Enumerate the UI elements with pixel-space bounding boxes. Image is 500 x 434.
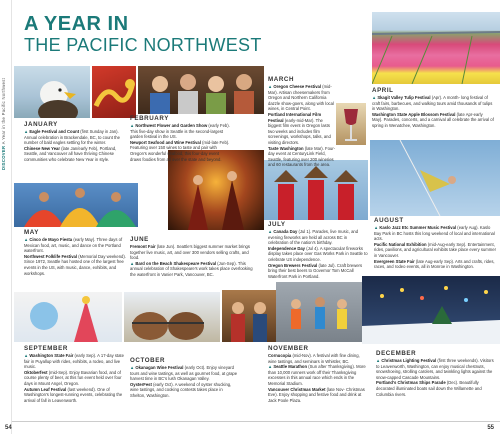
event-name: Seattle Marathon [273,364,308,370]
tulip-rows [372,12,500,84]
event-name: Northwest Folklife Festival [24,253,78,259]
sidebar [0,0,12,434]
photo-chinese-new-year [92,66,136,118]
photo-seattle-marathon [276,282,362,342]
event-name: Vancouver Christmas Market [268,386,326,392]
event-name: Washington State Fair [29,353,74,358]
photo-taste-washington [336,103,366,145]
month-heading-april: APRIL [372,87,394,94]
month-text-october: ▲ Okanagan Wine Festival (early Oct). Enjoy vineyard tours and wine tastings, as well as gourmet food, at grape harvest time in BC's lush Okanagan Valley. OysterFest (early Oct). A weekend of oyster shucking, wine tastings, and cooking contests takes place in Shelton, Washington. [130,365,238,398]
month-heading-september: SEPTEMBER [24,345,68,352]
title-line-1: A YEAR IN [24,13,129,35]
month-text-september: ▲ Washington State Fair (early Sep). A 17-day state fair in Puyallup with rides, exhibits, a rodeo, and live music. Oktoberfest (mid-Sep). Enjoy Bavarian food, and of course plenty of beer, at this fun event held over four days in Mount Angel, Oregon. Autumn Leaf Festival (last weekend). One of Washington's longest-running events, celebrating the arrival of fall in Leavenworth. [24,353,124,403]
photo-oktoberfest [222,290,276,342]
event-name: Okanagan Wine Festival [135,365,184,370]
month-text-january: ▲ Eagle Festival and Count (first Sunday in Jan). Annual celebration in Brackendale, BC, to count the number of bald eagles settling for the winter. Chinese New Year (late Jan/early Feb), Portland, Seattle, and Vancouver all have thriving Chinese communities who celebrate New Year in style. [24,129,120,162]
lights-illustration [362,276,500,344]
month-text-november: Cornucopia (mid-Nov). A festival with fine dining, wine tastings, and seminars in Whistler, BC. ▲ Seattle Marathon (Sun after Thanksgiving). More than 10,000 runners work off their Thanksgiving excesses in this annual race which ends in the Memorial Stadium. Vancouver Christmas Market (late Nov- Christmas Eve). Enjoy shopping and festive food and drink at Jack Poole Plaza. [268,353,366,403]
photo-pacific-national-exhibition [370,140,500,216]
title-line-2: THE PACIFIC NORTHWEST [24,35,262,55]
wine-glass-illustration [336,103,366,145]
event-name: Chinese New Year [24,145,61,151]
month-text-december: ▲ Christmas Lighting Festival (first three weekends). Visitors to Leavenworth, Washington, can enjoy musical chestnuts, snowshoeing, strolling carolers, and twinkling lights against the snow-capped Cascade Mountains. Portland's Christmas Ships Parade (Dec). Beautifully decorated illuminated boats sail down the Willamette and Columbia rivers. [376,358,494,397]
month-text-april: ▲ Skagit Valley Tulip Festival (Apr). A month- long festival of craft fairs, barbecues, and walking tours amid thousands of tulips in Washington. Washington State Apple Blossom Festival (late Apr-early May). Parades, concerts, and a carnival all celebrate the arrival of spring in Wenatchee, Washington. [372,95,494,128]
event-name: Skagit Valley Tulip Festival [377,95,431,100]
event-name: Northwest Flower and Garden Show [135,123,208,128]
event-name: Kaslo Jazz Etc Summer Music Festival [379,225,457,230]
photo-canada-day [264,160,368,220]
dragon-illustration [92,66,136,118]
mounties-illustration [264,160,368,220]
month-text-june: Fremont Fair (late Jun). Seattle's biggest summer market brings together live music, art, and over 300 vendors selling crafts, and food. ▲ Bard on the Beach Shakespeare Festival (Jun-Sep). This annual celebration of Shakespeare's work takes place overlooking the waterfront in Vanier Park, Vancouver, BC. [130,244,253,277]
eagle-illustration [14,66,90,118]
event-name: Independence Day [268,245,306,251]
sidebar-section: DISCOVER [1,145,6,170]
photo-flower-garden-show [138,66,264,114]
month-heading-december: DECEMBER [376,350,417,357]
photo-christmas-lighting [362,276,500,344]
barrels-illustration [124,292,220,342]
event-name: Autumn Leaf Festival [24,386,67,392]
event-name: OysterFest [130,381,152,387]
month-text-march: ▲ Oregon Cheese Festival (mid-Mar). Artisan cheesemakers from Oregon and Northern California dazzle show-goers, along with local wines, in Central Point. Portland International Film Festival (early-mid-Mar). The biggest film event in Oregon lasts two weeks and includes film screenings, workshops, talks, and visiting directors. Taste Washington (late Mar). Four-day event at CenturyLink Field, Seattle, featuring over 200 wineries and 60 restaurants from the area. [268,84,336,168]
sidebar-subtitle: A Year in the Pacific Northwest [1,77,6,145]
event-name: Cinco de Mayo Fiesta [29,237,73,242]
month-text-july: ▲ Canada Day (Jul 1). Parades, live music, and evening fireworks are held all across BC in celebration of the nation's birthday. Independence Day (Jul 4). A spectacular fireworks display takes place over Gas Works Park in Seattle to celebrate US independence. Oregon Brewers Festival (late Jul). Craft brewers bring their best beers to Governor Tom McCall Waterfront Park in Portland. [268,229,368,279]
month-text-august: ▲ Kaslo Jazz Etc Summer Music Festival (early Aug). Kaslo Bay Park in BC hosts this long weekend of local and international acts. Pacific National Exhibition (mid-Aug-early Sep). Entertainment, rides, pavilions, and agricultural exhibits take place every summer in Vancouver. Evergreen State Fair (late Aug-early Sep). Arts and crafts, rides, races, and rodeo events, all in Monroe in Washington. [374,225,496,270]
fair-ride-illustration [14,292,122,342]
month-heading-july: JULY [268,221,286,228]
photo-cinco-de-mayo [14,183,138,227]
month-text-february: ▲ Northwest Flower and Garden Show (early Feb). This five-day show in Seattle is the second-largest garden festival in the US. Newport Seafood and Wine Festival (mid-late Feb). Featuring over 150 wines to taste and pair with Oregon's wonderful seafood, this four-day event draws foodies from all over the state and beyond. [130,123,230,162]
footer-rule [12,421,500,422]
month-heading-august: AUGUST [374,217,404,224]
acrobat-illustration [370,140,500,216]
event-name: Cornucopia [268,353,292,358]
runners-illustration [276,282,362,342]
photo-okanagan-wine-festival [124,292,220,342]
event-name: Pacific National Exhibition [374,241,427,247]
month-heading-october: OCTOBER [130,357,166,364]
event-name: Portland International Film Festival [268,111,322,123]
event-name: Evergreen State Fair [374,258,415,264]
page-number-left: 54 [5,425,12,431]
event-name: Newport Seafood and Wine Festival [130,139,201,145]
event-name: Washington State Apple Blossom Festival [372,111,456,117]
month-heading-january: JANUARY [24,121,58,128]
event-name: Christmas Lighting Festival [381,358,437,363]
month-heading-february: FEBRUARY [130,115,169,122]
month-heading-march: MARCH [268,76,295,83]
event-name: Taste Washington [268,145,304,151]
event-name: Oregon Brewers Festival [268,262,318,268]
photo-washington-state-fair [14,292,122,342]
event-name: Oktoberfest [24,369,48,375]
people-illustration [138,66,264,114]
event-name: Canada Day [273,229,298,234]
event-name: Oregon Cheese Festival [273,84,322,89]
event-name: Bard on the Beach Shakespeare Festival [135,260,217,266]
photo-tulip-festival [372,12,500,84]
page-title [24,13,262,55]
page-number-right: 55 [487,425,494,431]
photo-eagle [14,66,90,118]
crowd-illustration [222,290,276,342]
month-text-may: ▲ Cinco de Mayo Fiesta (early May). Three days of Mexican food, art, music, and dance on the Portland waterfront. Northwest Folklife Festival (Memorial Day weekend). Since 1972, Seattle has hosted one of the largest free events in the US, with music, dance, exhibits, and workshops. [24,237,126,276]
month-heading-may: MAY [24,229,39,236]
month-heading-june: JUNE [130,236,149,243]
event-name: Portland's Christmas Ships Parade [376,380,446,386]
dancers-illustration [14,183,138,227]
month-heading-november: NOVEMBER [268,345,309,352]
event-name: Fremont Fair [130,244,156,249]
event-name: Eagle Festival and Count [29,129,80,134]
sidebar-label [1,78,6,170]
